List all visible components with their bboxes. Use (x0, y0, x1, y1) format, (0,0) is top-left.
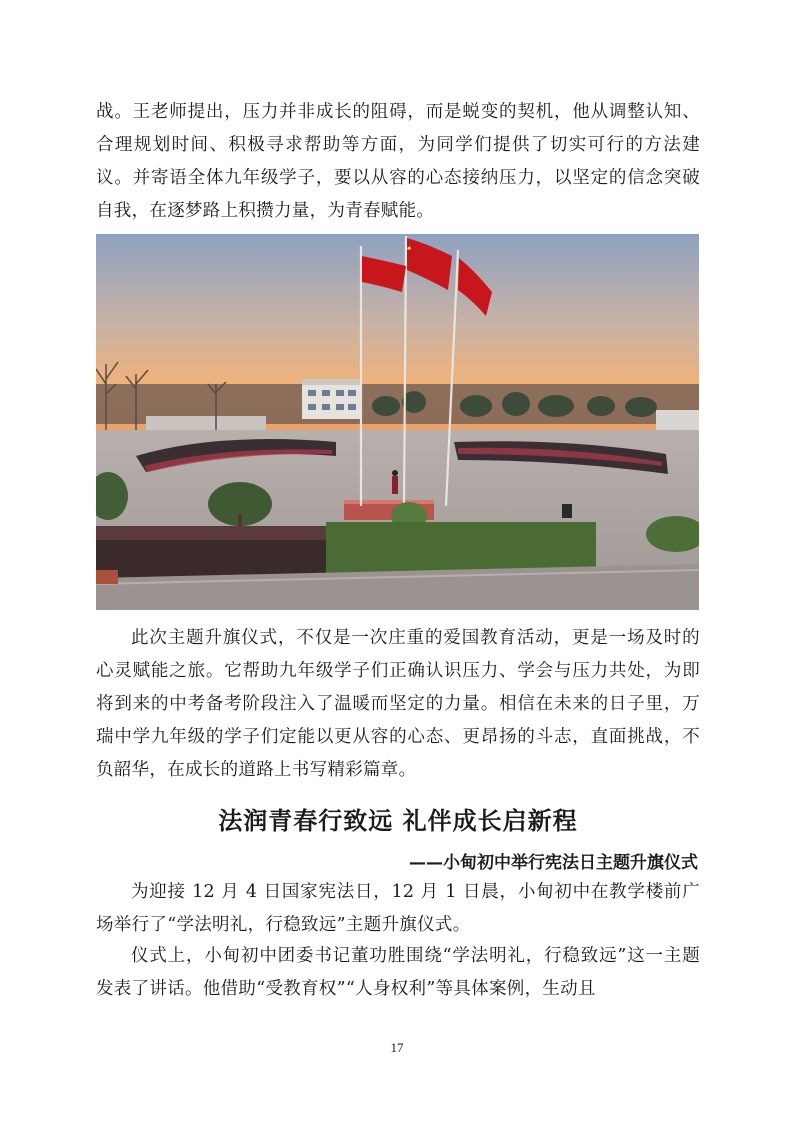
paragraph-summary: 此次主题升旗仪式，不仅是一次庄重的爱国教育活动，更是一场及时的心灵赋能之旅。它帮助九年级学子们正确认识压力、学会与压力共处，为即将到来的中考备考阶段注入了温暖而坚定的力量。相信在未来的日子里，万瑞中学九年级的学子们定能以更从容的心态、更昂扬的斗志，直面挑战，不负韶华，在成长的道路上书写精彩篇章。 (96, 628, 700, 780)
paragraph-continuation: 战。王老师提出，压力并非成长的阻碍，而是蜕变的契机，他从调整认知、合理规划时间、积极寻求帮助等方面，为同学们提供了切实可行的方法建议。并寄语全体九年级学子，要以从容的心态接纳压力，以坚定的信念突破自我，在逐梦路上积攒力量，为青春赋能。 (96, 102, 700, 221)
article-subheadline: ——小甸初中举行宪法日主题升旗仪式 (409, 853, 698, 873)
paragraph-intro: 为迎接 12 月 4 日国家宪法日，12 月 1 日晨，小甸初中在教学楼前广场举行了“学法明礼，行稳致远”主题升旗仪式。 (96, 882, 700, 935)
article-headline: 法润青春行致远 礼伴成长启新程 (218, 807, 578, 835)
page-number: 17 (390, 1040, 404, 1055)
paragraph-speech: 仪式上，小甸初中团委书记董功胜围绕“学法明礼，行稳致远”这一主题发表了讲话。他借助“受教育权”“人身权利”等具体案例，生动且 (96, 946, 700, 999)
flag-raising-photo (96, 234, 699, 610)
